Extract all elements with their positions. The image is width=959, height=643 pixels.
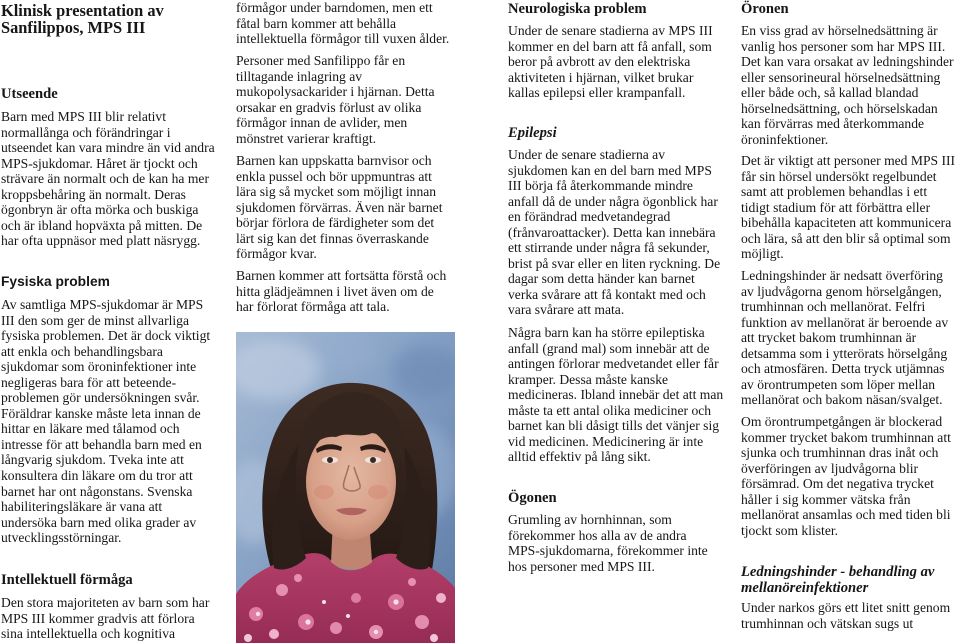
- paragraph-epilepsi-1: [508, 147, 720, 318]
- paragraph-line: medicineras. Ibland innebär det att man: [508, 387, 724, 403]
- heading-line: mellanöreinfektioner: [741, 580, 869, 596]
- paragraph-line: och är ibland hopväxta på mitten. De: [1, 217, 203, 233]
- paragraph-line: fåtal barn kommer att behålla: [236, 15, 397, 31]
- paragraph-line: sjukdomen förvärras. Även när barnet: [236, 199, 443, 215]
- paragraph-line: detsamma som i ytterörats hörselgång: [741, 345, 948, 361]
- paragraph-line: dagar som detta händer kan barnet: [508, 271, 695, 287]
- paragraph-line: Om örontrumpetgången är blockerad: [741, 414, 943, 429]
- paragraph-inlagring: [236, 53, 435, 146]
- paragraph-line: kallas epilepsi eller krampanfall.: [508, 85, 686, 101]
- paragraph-line: Under narkos görs ett litet snitt genom: [741, 600, 951, 615]
- paragraph-line: öroninfektioner.: [741, 131, 829, 147]
- paragraph-line: ett stirrande under några få sekunder,: [508, 240, 710, 256]
- paragraph-line: anfall (grand mal) som innebär att de: [508, 340, 710, 356]
- paragraph-gladjeamnen: [236, 268, 446, 315]
- paragraph-line: av örontrumpeten som löper mellan: [741, 376, 936, 392]
- paragraph-epilepsi-2: [508, 325, 723, 465]
- paragraph-line: hörselnedsättning, och hörselskadan: [741, 100, 938, 116]
- heading-intellektuell-formaga: [1, 572, 133, 588]
- paragraph-line: utseendet kan vara mindre än vid andra: [1, 140, 215, 156]
- paragraph-line: MPS III kommer gradvis att förlora: [1, 610, 195, 626]
- paragraph-line: sjukdomen kan en del barn med MPS: [508, 162, 712, 178]
- heading-fysiska-problem: [1, 274, 110, 290]
- heading-line: Intellektuell förmåga: [1, 572, 133, 588]
- paragraph-line: aktiviteten i hjärnan, vilket brukar: [508, 69, 694, 85]
- paragraph-line: kan förvärras med återkommande: [741, 116, 925, 132]
- paragraph-oronen-1: [741, 23, 954, 147]
- heading-utseende: [1, 86, 58, 102]
- paragraph-line: en förändrad medvetandegrad: [508, 209, 671, 225]
- heading-line: Ögonen: [508, 490, 557, 506]
- paragraph-line: bibehålla kapaciteten att kommunicera: [741, 215, 952, 231]
- paragraph-line: intresse för att behandla barn med en: [1, 436, 202, 452]
- paragraph-line: Ledningshinder är nedsatt överföring: [741, 268, 943, 283]
- column-4: [741, 0, 958, 643]
- heading-ledningshinder: [741, 564, 934, 596]
- paragraph-line: Det kan vara orsakat av ledningshinder: [741, 54, 954, 70]
- paragraph-line: sjukdomar som öroninfektioner inte: [1, 359, 197, 375]
- heading-line: Neurologiska problem: [508, 1, 647, 17]
- paragraph-line: kramper. Dessa måste kanske: [508, 371, 669, 387]
- paragraph-line: samt att problemen behandlas i ett: [741, 184, 928, 200]
- paragraph-line: sjunka och trumhinnan dras inåt och: [741, 445, 939, 461]
- paragraph-ledningshinder: [741, 600, 950, 631]
- paragraph-line: Grumling av hornhinnan, som: [508, 512, 672, 527]
- paragraph-line: tilltagande inlagring av: [236, 68, 363, 84]
- paragraph-line: utvecklingsstörningar.: [1, 530, 122, 546]
- paragraph-line: möjligt.: [741, 246, 784, 262]
- paragraph-line: ögonbryn är ofta mörka och buskiga: [1, 202, 199, 218]
- column-2: [236, 0, 458, 643]
- paragraph-line: undersöka barn med olika grader av: [1, 514, 197, 530]
- paragraph-line: trumhinnan och mellanörat. Felfri: [741, 299, 926, 315]
- paragraph-line: normallånga och förändringar i: [1, 124, 171, 140]
- paragraph-line: III börja få återkommande mindre: [508, 178, 693, 194]
- paragraph-neurologiska-problem: [508, 23, 713, 101]
- heading-line: Fysiska problem: [1, 274, 110, 289]
- paragraph-line: intellektuella förmågor till vuxen ålder.: [236, 31, 450, 47]
- paragraph-line: förmågor kvar.: [236, 246, 317, 262]
- heading-line: Epilepsi: [508, 125, 557, 141]
- column-3: [508, 0, 734, 643]
- paragraph-line: lära sig så mycket som möjligt innan: [236, 184, 437, 200]
- paragraph-ogonen: [508, 512, 708, 574]
- heading-oronen: [741, 1, 789, 17]
- paragraph-line: verka svårare att få kontakt med och: [508, 286, 706, 302]
- paragraph-line: sina intellektuella och kognitiva: [1, 626, 176, 642]
- paragraph-line: och atmosfären. Detta tryck utjämnas: [741, 361, 945, 377]
- paragraph-line: hitta glädjeämnen i livet även om de: [236, 283, 434, 299]
- portrait-photo: [236, 332, 455, 643]
- paragraph-line: MPS-sjukdomarna, förekommer inte: [508, 543, 708, 559]
- paragraph-oronen-3: [741, 268, 948, 408]
- paragraph-fysiska-problem: [1, 297, 210, 546]
- paragraph-line: kommer en del barn att få anfall, som: [508, 38, 712, 54]
- paragraph-line: Barnen kommer att fortsätta förstå och: [236, 268, 447, 283]
- paragraph-line: hos personer med MPS III.: [508, 558, 655, 574]
- paragraph-oronen-2: [741, 153, 955, 262]
- heading-line: Utseende: [1, 86, 58, 102]
- paragraph-line: MPS-sjukdomar. Håret är tjockt och: [1, 155, 198, 171]
- paragraph-intellektuell-formaga: [1, 595, 209, 642]
- heading-neurologiska-problem: [508, 1, 647, 17]
- paragraph-line: Barnen kan uppskatta barnvisor och: [236, 153, 432, 168]
- paragraph-line: mellanörat och bakom näsan/svalget.: [741, 392, 943, 408]
- paragraph-line: (frånvaroattacker). Detta kan innebära: [508, 224, 716, 240]
- paragraph-line: Det är viktigt att personer med MPS III: [741, 153, 956, 168]
- paragraph-line: får sin hörsel undersökt regelbundet: [741, 168, 937, 184]
- paragraph-line: börjar förlora de färdigheter som det: [236, 215, 435, 231]
- paragraph-line: Under de senare stadierna av MPS III: [508, 23, 713, 38]
- paragraph-oronen-4: [741, 414, 951, 538]
- paragraph-line: eller sensorineural hörselnedsättning: [741, 69, 941, 85]
- paragraph-line: har förlorat förmåga att tala.: [236, 299, 390, 315]
- paragraph-line: barnet har ont någonstans. Svenska: [1, 483, 193, 499]
- paragraph-line: anfall då de under några ögonblick har: [508, 193, 718, 209]
- paragraph-line: funktion av mellanörat är beroende av: [741, 314, 949, 330]
- paragraph-line: kroppsbehåring än normalt. Deras: [1, 186, 186, 202]
- paragraph-line: förmågor innan de avlider, men: [236, 115, 408, 131]
- paragraph-line: antingen förlorar medvetandet eller får: [508, 356, 719, 372]
- paragraph-line: överföringen av ljudvågorna blir: [741, 460, 919, 476]
- paragraph-line: Av samtliga MPS-sjukdomar är MPS: [1, 297, 204, 312]
- paragraph-line: lärt sig kan det finnas överraskande: [236, 230, 429, 246]
- paragraph-line: att trycket bakom trumhinnan är: [741, 330, 917, 346]
- paragraph-line: hittar en läkare med tålamod och: [1, 421, 180, 437]
- paragraph-line: att enkla och behandlingsbara: [1, 343, 163, 359]
- paragraph-line: fysiska problemen. Det är dock viktigt: [1, 328, 211, 344]
- paragraph-line: Barn med MPS III blir relativt: [1, 109, 166, 124]
- paragraph-line: barnet kan bli dåsigt tills det vänjer sig: [508, 418, 720, 434]
- paragraph-line: brist på svar eller en liten ryckning. De: [508, 255, 721, 271]
- paragraph-line: Under de senare stadierna av: [508, 147, 666, 162]
- paragraph-barnvisor: [236, 153, 442, 262]
- paragraph-line: håller i sig kommer vätska från: [741, 491, 911, 507]
- paragraph-line: problemen gör undersökningen svår.: [1, 390, 200, 406]
- document-title: [1, 2, 164, 36]
- paragraph-line: mönstret varierar kraftigt.: [236, 130, 377, 146]
- paragraph-line: Föräldrar kanske måste leta innan de: [1, 405, 201, 421]
- heading-line: Ledningshinder - behandling av: [741, 564, 935, 580]
- paragraph-utseende: [1, 109, 215, 249]
- paragraph-line: förmågor under barndomen, men ett: [236, 0, 433, 15]
- paragraph-line: beror på avbrott av den elektriska: [508, 54, 691, 70]
- paragraph-line: orsakar en gradvis förlust av olika: [236, 99, 422, 115]
- title-line: Sanfilippos, MPS III: [1, 18, 146, 37]
- title-line: Klinisk presentation av: [1, 1, 164, 20]
- paragraph-line: strävare än normalt och de kan ha mer: [1, 171, 209, 187]
- paragraph-intellektuell-continued: [236, 0, 449, 47]
- paragraph-line: mellanörat ansamlas och med tiden bli: [741, 507, 951, 523]
- paragraph-line: En viss grad av hörselnedsättning är: [741, 23, 938, 38]
- paragraph-line: trumhinnan och vätskan sugs ut: [741, 615, 914, 631]
- paragraph-line: eller både och, så kallad blandad: [741, 85, 919, 101]
- paragraph-line: tidigt stadium för att förbättra eller: [741, 199, 931, 215]
- paragraph-line: Den stora majoriteten av barn som har: [1, 595, 210, 610]
- paragraph-line: vanlig hos personer som har MPS III.: [741, 38, 946, 54]
- paragraph-line: alltid effektiv på lång sikt.: [508, 449, 651, 465]
- column-1: [1, 0, 229, 643]
- paragraph-line: enkla pussel och bör uppmuntras att: [236, 168, 432, 184]
- paragraph-line: vid medicinen. Medicinering är inte: [508, 433, 704, 449]
- paragraph-line: av ljudvågorna genom hörselgången,: [741, 283, 942, 299]
- paragraph-line: konsultera din läkare om du tror att: [1, 468, 193, 484]
- paragraph-line: III den som ger de minst allvarliga: [1, 312, 189, 328]
- heading-line: Öronen: [741, 1, 789, 17]
- paragraph-line: och lära, så att den blir så optimal som: [741, 230, 951, 246]
- paragraph-line: långvarig sjukdom. Tveka inte att: [1, 452, 184, 468]
- paragraph-line: kommer trycket bakom trumhinnan att: [741, 429, 951, 445]
- paragraph-line: negligeras bara för att beteende-: [1, 374, 177, 390]
- paragraph-line: mukopolysackarider i hjärnan. Detta: [236, 84, 435, 100]
- paragraph-line: har ofta uppnäsor med platt näsrygg.: [1, 233, 201, 249]
- paragraph-line: Några barn kan ha större epileptiska: [508, 325, 705, 340]
- paragraph-line: vara svårare att mata.: [508, 302, 625, 318]
- face: [306, 424, 396, 540]
- paragraph-line: förekommer hos alla av de andra: [508, 527, 687, 543]
- paragraph-line: Personer med Sanfilippo får en: [236, 53, 406, 68]
- heading-epilepsi: [508, 125, 557, 141]
- paragraph-line: försämrad. Om det negativa trycket: [741, 476, 934, 492]
- paragraph-line: tjockt som klister.: [741, 522, 839, 538]
- paragraph-line: måste ta ett antal olika mediciner och: [508, 402, 712, 418]
- paragraph-line: habiliteringsläkare är vana att: [1, 499, 163, 515]
- heading-ogonen: [508, 490, 557, 506]
